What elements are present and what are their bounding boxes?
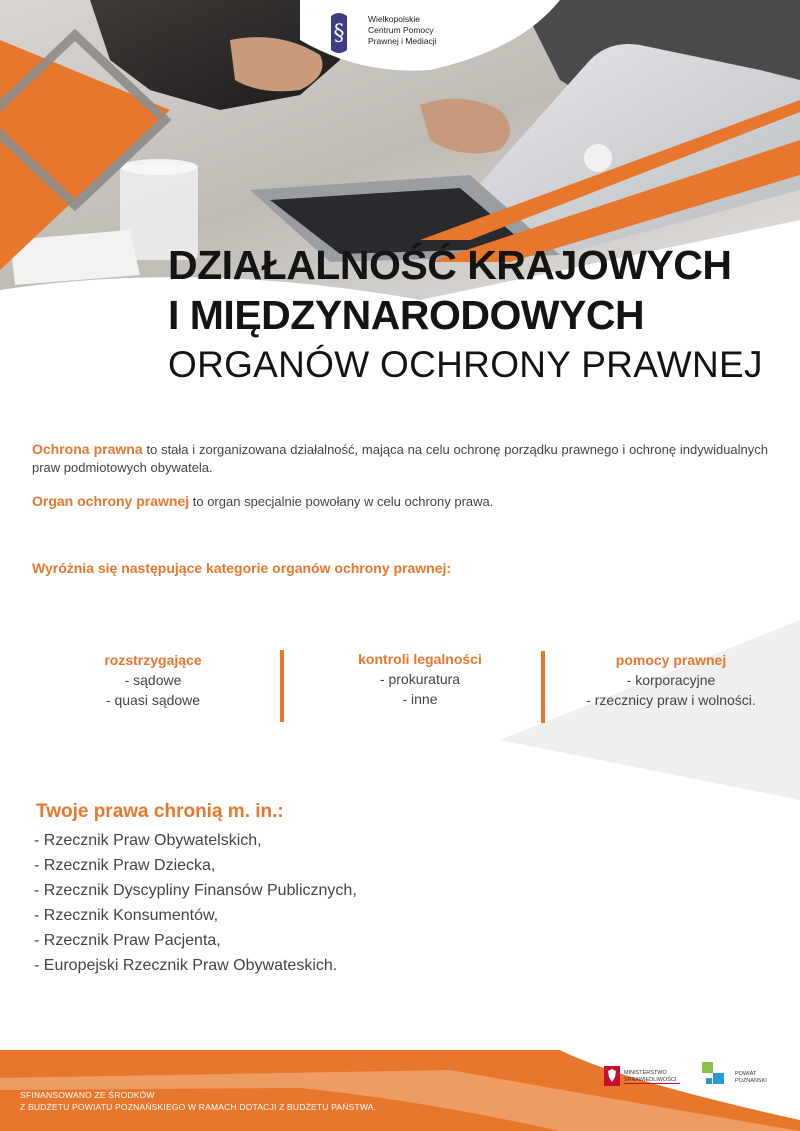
powiat-squares-icon bbox=[700, 1060, 772, 1092]
categories-heading: Wyróżnia się następujące kategorie organów ochrony prawnej: bbox=[32, 560, 452, 576]
category-item: - sądowe bbox=[124, 672, 182, 688]
definition-text: to stała i zorganizowana działalność, mająca na celu ochronę porządku prawnego i ochronę indywidualnych praw podmiotowych obywatela. bbox=[32, 442, 769, 475]
paragraph-logo-icon bbox=[325, 10, 369, 56]
logo-text bbox=[368, 14, 437, 47]
title-line-3: ORGANÓW OCHRONY PRAWNEJ bbox=[168, 344, 763, 385]
definition-text: to organ specjalnie powołany w celu ochrony prawa. bbox=[189, 494, 494, 509]
title-line-2: I MIĘDZYNARODOWYCH bbox=[168, 292, 645, 338]
title-line-1: DZIAŁALNOŚĆ KRAJOWYCH bbox=[168, 242, 732, 288]
eagle-icon bbox=[604, 1066, 684, 1088]
list-item: - Rzecznik Praw Obywatelskich, bbox=[34, 832, 262, 849]
category-heading: rozstrzygające bbox=[104, 652, 202, 668]
column-divider bbox=[280, 650, 284, 722]
list-item: - Rzecznik Praw Pacjenta, bbox=[34, 932, 221, 949]
list-item: - Europejski Rzecznik Praw Obywateskich. bbox=[34, 957, 338, 974]
category-item: - korporacyjne bbox=[626, 672, 716, 688]
footer-line: SFINANSOWANO ZE ŚRODKÓW bbox=[20, 1090, 155, 1100]
category-heading: pomocy prawnej bbox=[615, 652, 727, 668]
footer-line: Z BUDŻETU POWIATU POZNAŃSKIEGO W RAMACH DOTACJI Z BUDŻETU PAŃSTWA. bbox=[20, 1102, 377, 1112]
category-item: - prokuratura bbox=[379, 671, 461, 687]
logo-line: Prawnej i Mediacji bbox=[368, 36, 437, 46]
rights-title: Twoje prawa chronią m. in.: bbox=[36, 801, 284, 822]
category-item: - rzecznicy praw i wolności. bbox=[586, 692, 756, 708]
category-heading: kontroli legalności bbox=[358, 651, 482, 667]
logo-line: Wielkopolskie bbox=[368, 14, 420, 24]
definition-term: Organ ochrony prawnej bbox=[32, 493, 190, 509]
footer-text bbox=[20, 1089, 376, 1113]
definition-term: Ochrona prawna bbox=[32, 441, 143, 457]
decorative-shape bbox=[500, 620, 800, 800]
svg-text:POWIAT: POWIAT bbox=[735, 1071, 757, 1077]
svg-text:MINISTERSTWO: MINISTERSTWO bbox=[624, 1070, 667, 1076]
category-column bbox=[73, 650, 233, 710]
category-column bbox=[566, 650, 776, 710]
list-item: - Rzecznik Dyscypliny Finansów Publicznych, bbox=[34, 882, 357, 899]
category-item: - quasi sądowe bbox=[105, 692, 201, 708]
svg-text:SPRAWIEDLIWOŚCI: SPRAWIEDLIWOŚCI bbox=[624, 1077, 677, 1083]
list-item: - Rzecznik Konsumentów, bbox=[34, 907, 219, 924]
definition-paragraph bbox=[32, 492, 768, 511]
category-item: - inne bbox=[402, 691, 438, 707]
category-column bbox=[330, 649, 510, 709]
svg-text:POZNAŃSKI: POZNAŃSKI bbox=[735, 1078, 767, 1084]
hero-illustration bbox=[0, 0, 800, 400]
rights-list bbox=[34, 828, 357, 978]
list-item: - Rzecznik Praw Dziecka, bbox=[34, 857, 216, 874]
column-divider bbox=[541, 651, 545, 723]
definition-paragraph bbox=[32, 440, 768, 477]
svg-text:§: § bbox=[333, 21, 345, 46]
hero-photo bbox=[0, 0, 800, 400]
powiat-logo bbox=[700, 1060, 772, 1097]
ministry-logo bbox=[604, 1066, 684, 1093]
logo-line: Centrum Pomocy bbox=[368, 25, 434, 35]
